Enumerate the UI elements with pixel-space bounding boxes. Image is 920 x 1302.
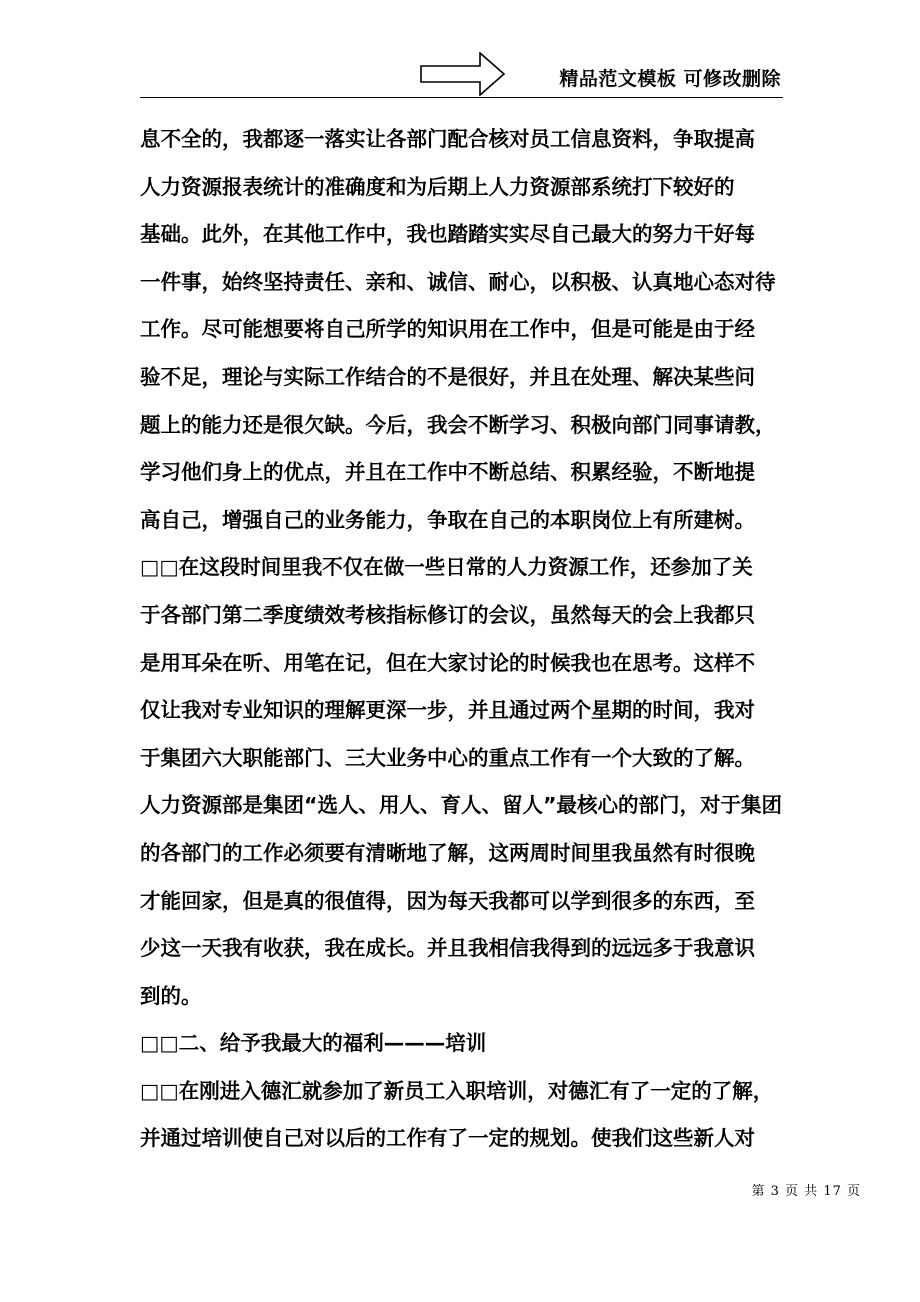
text-line: 工作。尽可能想要将自己所学的知识用在工作中，但是可能是由于经 [140, 317, 755, 342]
header-divider [140, 97, 783, 98]
text-line: 高自己，增强自己的业务能力，争取在自己的本职岗位上有所建树。 [140, 507, 755, 532]
text-line: 是用耳朵在听、用笔在记，但在大家讨论的时候我也在思考。这样不 [140, 650, 755, 675]
document-body [140, 116, 783, 1163]
text-line: □□在刚进入德汇就参加了新员工入职培训，对德汇有了一定的了解， [140, 1078, 774, 1103]
text-line: 到的。 [140, 983, 202, 1008]
text-line: 并通过培训使自己对以后的工作有了一定的规划。使我们这些新人对 [140, 1126, 755, 1151]
text-line: 学习他们身上的优点，并且在工作中不断总结、积累经验，不断地提 [140, 460, 755, 485]
text-line: 于各部门第二季度绩效考核指标修订的会议，虽然每天的会上我都只 [140, 602, 755, 627]
text-line: 少这一天我有收获，我在成长。并且我相信我得到的远远多于我意识 [140, 936, 755, 961]
text-line: 于集团六大职能部门、三大业务中心的重点工作有一个大致的了解。 [140, 745, 755, 770]
text-line: 人力资源部是集团“选人、用人、育人、留人”最核心的部门，对于集团 [140, 793, 782, 818]
text-line: 人力资源报表统计的准确度和为后期上人力资源部系统打下较好的 [140, 174, 735, 199]
text-line: 仅让我对专业知识的理解更深一步，并且通过两个星期的时间，我对 [140, 698, 755, 723]
text-line: □□二、给予我最大的福利———培训 [140, 1031, 487, 1056]
page-header [140, 50, 783, 98]
text-line: 验不足，理论与实际工作结合的不是很好，并且在处理、解决某些问 [140, 364, 755, 389]
page-number: 第 3 页 共 17 页 [751, 1184, 861, 1199]
header-title: 精品范文模板 可修改删除 [559, 68, 781, 90]
right-arrow-icon [420, 52, 506, 96]
text-line: 的各部门的工作必须要有清晰地了解，这两周时间里我虽然有时很晚 [140, 840, 755, 865]
text-line: 才能回家，但是真的很值得，因为每天我都可以学到很多的东西，至 [140, 888, 755, 913]
text-line: 一件事，始终坚持责任、亲和、诚信、耐心，以积极、认真地心态对待 [140, 269, 776, 294]
text-line: □□在这段时间里我不仅在做一些日常的人力资源工作，还参加了关 [140, 555, 753, 580]
text-line: 题上的能力还是很欠缺。今后，我会不断学习、积极向部门同事请教， [140, 412, 776, 437]
text-line: 息不全的，我都逐一落实让各部门配合核对员工信息资料，争取提高 [140, 127, 755, 151]
text-line: 基础。此外，在其他工作中，我也踏踏实实尽自己最大的努力干好每 [140, 222, 755, 247]
